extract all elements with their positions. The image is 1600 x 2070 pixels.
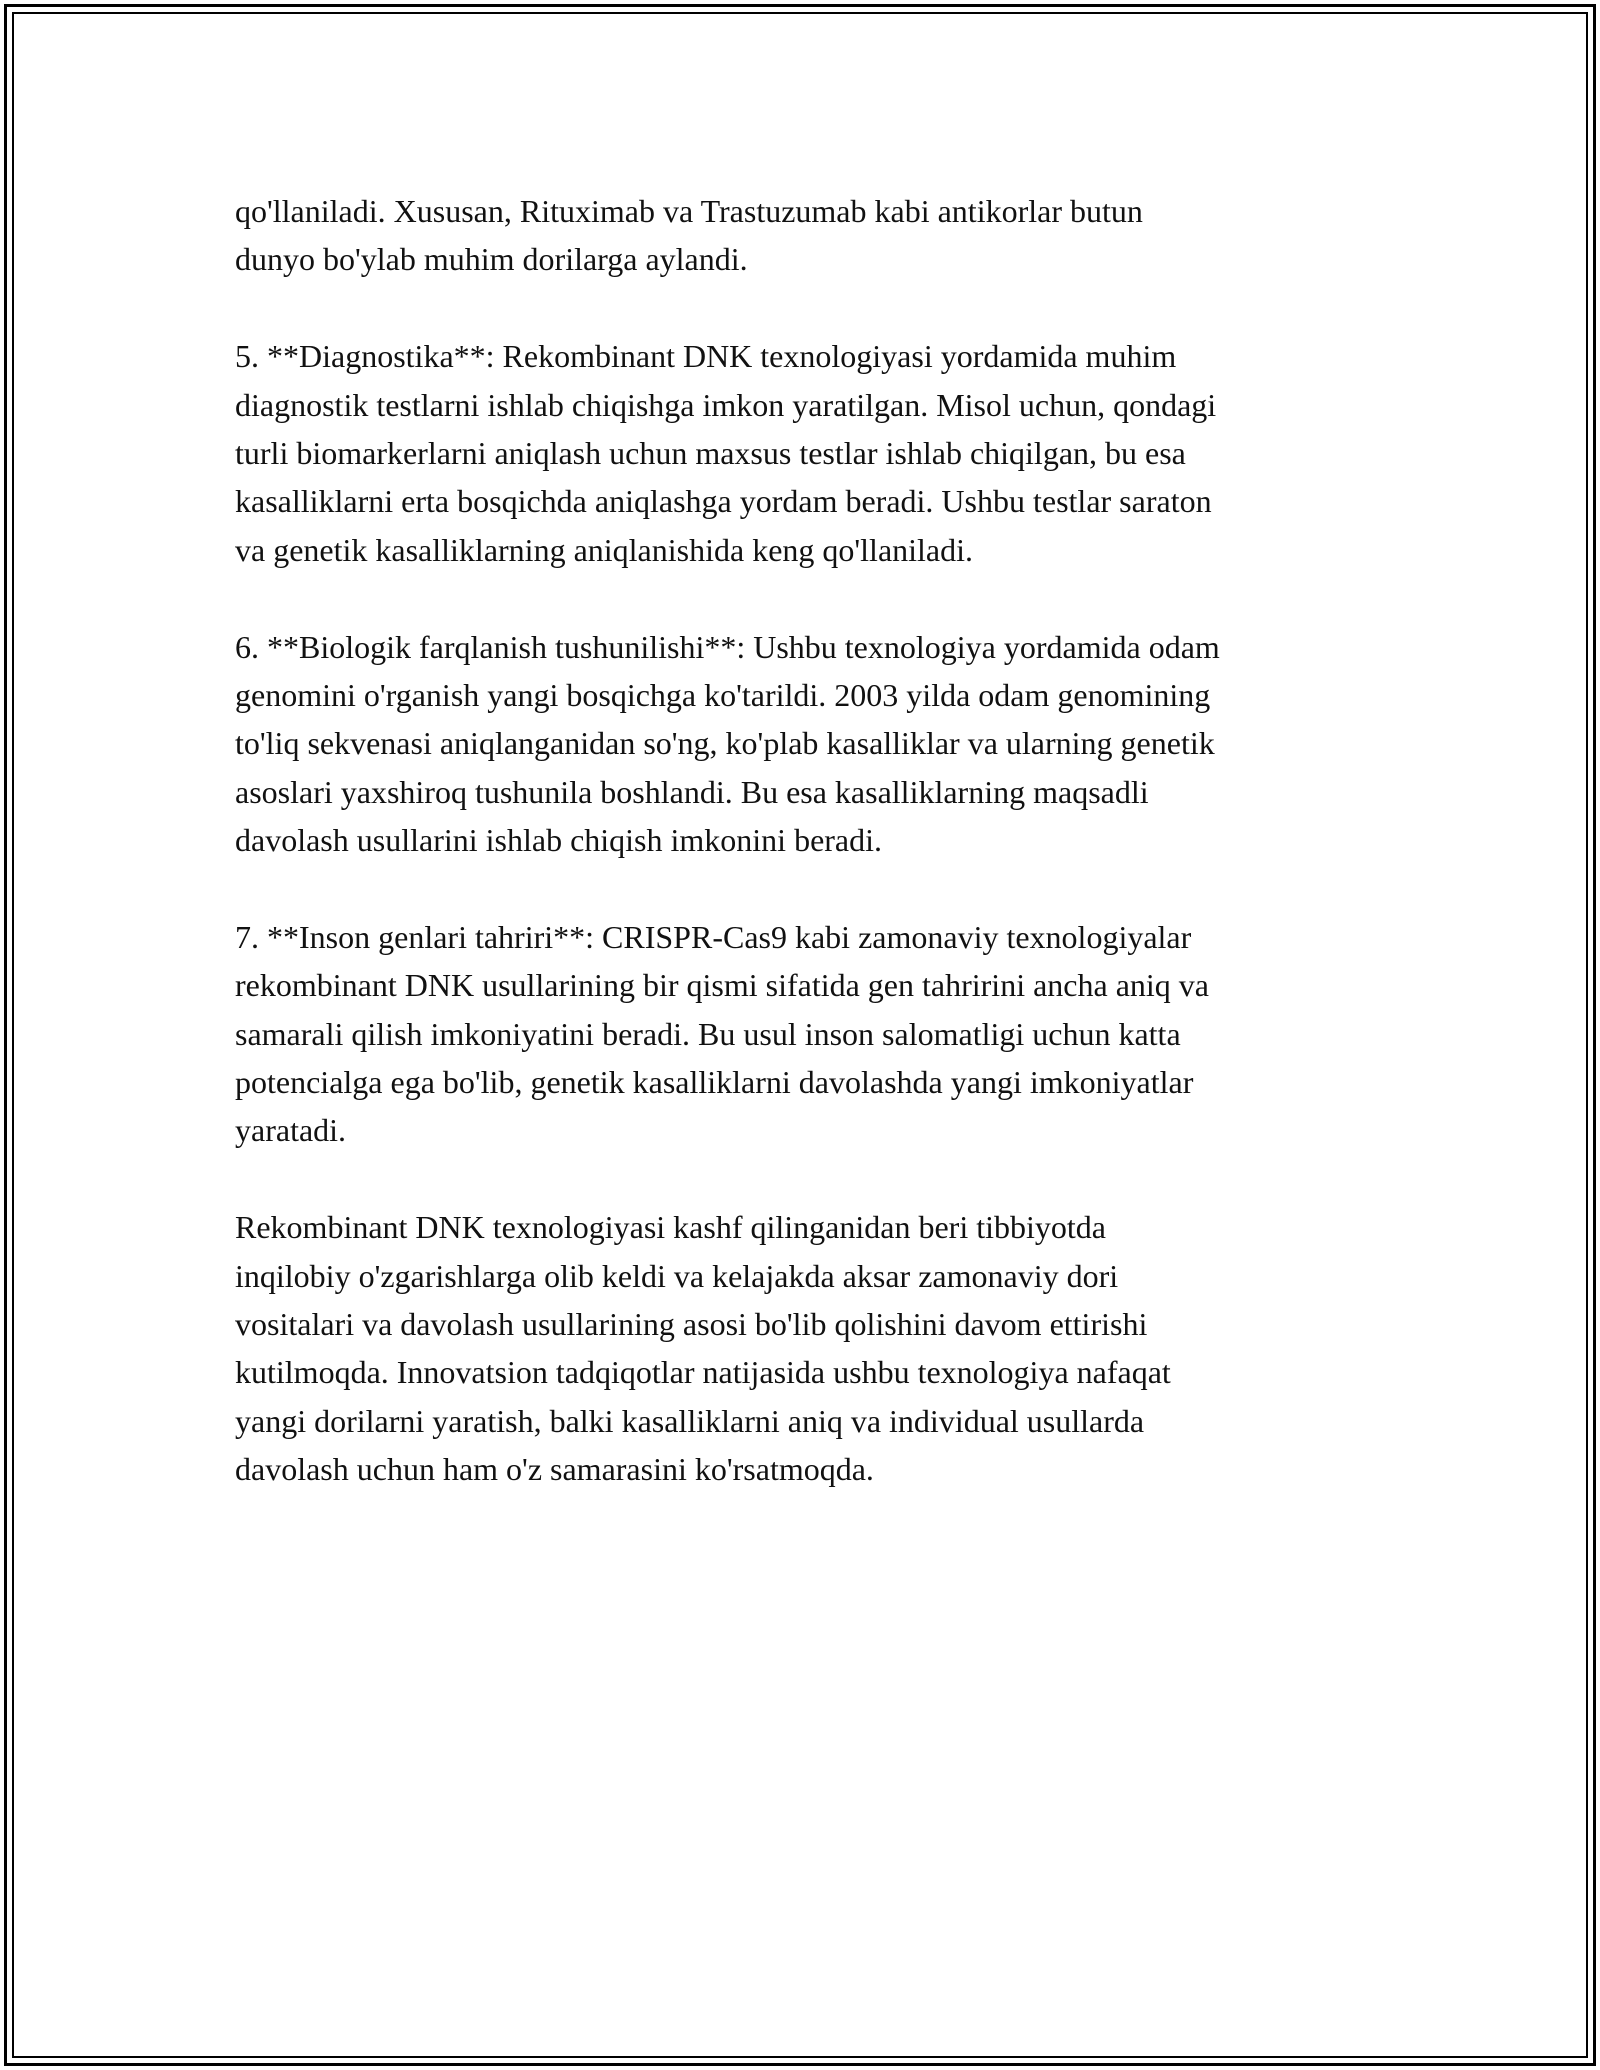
text-line: genomini o'rganish yangi bosqichga ko'tarildi. 2003 yilda odam genomining (235, 676, 1211, 713)
document-body (235, 187, 1385, 1542)
text-line: kutilmoqda. Innovatsion tadqiqotlar natijasida ushbu texnologiya nafaqat (235, 1354, 1171, 1391)
text-line: 6. **Biologik farqlanish tushunilishi**: Ushbu texnologiya yordamida odam (235, 628, 1220, 665)
paragraph-inson-genlari (235, 913, 1385, 1155)
text-line: qo'llaniladi. Xususan, Rituximab va Trastuzumab kabi antikorlar butun (235, 193, 1143, 229)
text-line: yangi dorilarni yaratish, balki kasalliklarni aniq va individual usullarda (235, 1402, 1145, 1439)
text-line: to'liq sekvenasi aniqlanganidan so'ng, ko'plab kasalliklar va ularning genetik (235, 725, 1215, 762)
text-line: rekombinant DNK usullarining bir qismi sifatida gen tahririni ancha aniq va (235, 967, 1209, 1004)
text-line: potencialga ega bo'lib, genetik kasalliklarni davolashda yangi imkoniyatlar (235, 1064, 1194, 1101)
text-line: davolash usullarini ishlab chiqish imkonini beradi. (235, 822, 883, 859)
text-line: dunyo bo'ylab muhim dorilarga aylandi. (235, 241, 748, 278)
text-line: inqilobiy o'zgarishlarga olib keldi va kelajakda aksar zamonaviy dori (235, 1257, 1119, 1294)
text-line: Rekombinant DNK texnologiyasi kashf qilinganidan beri tibbiyotda (235, 1209, 1106, 1246)
text-line: va genetik kasalliklarning aniqlanishida keng qo'llaniladi. (235, 531, 974, 568)
paragraph-biologik-farqlanish (235, 623, 1385, 865)
text-line: 5. **Diagnostika**: Rekombinant DNK texnologiyasi yordamida muhim (235, 338, 1177, 375)
paragraph-diagnostika (235, 332, 1385, 574)
text-line: 7. **Inson genlari tahriri**: CRISPR-Cas9 kabi zamonaviy texnologiyalar (235, 918, 1192, 955)
text-line: yaratadi. (235, 1112, 347, 1149)
paragraph-continuation (235, 187, 1385, 284)
text-line: samarali qilish imkoniyatini beradi. Bu usul inson salomatligi uchun katta (235, 1015, 1181, 1052)
text-line: asoslari yaxshiroq tushunila boshlandi. Bu esa kasalliklarning maqsadli (235, 773, 1149, 810)
paragraph-conclusion (235, 1203, 1385, 1493)
text-line: davolash uchun ham o'z samarasini ko'rsatmoqda. (235, 1451, 874, 1488)
text-line: kasalliklarni erta bosqichda aniqlashga yordam beradi. Ushbu testlar saraton (235, 483, 1212, 520)
text-line: vositalari va davolash usullarining asosi bo'lib qolishini davom ettirishi (235, 1305, 1148, 1342)
text-line: diagnostik testlarni ishlab chiqishga imkon yaratilgan. Misol uchun, qondagi (235, 386, 1217, 423)
text-line: turli biomarkerlarni aniqlash uchun maxsus testlar ishlab chiqilgan, bu esa (235, 434, 1186, 471)
